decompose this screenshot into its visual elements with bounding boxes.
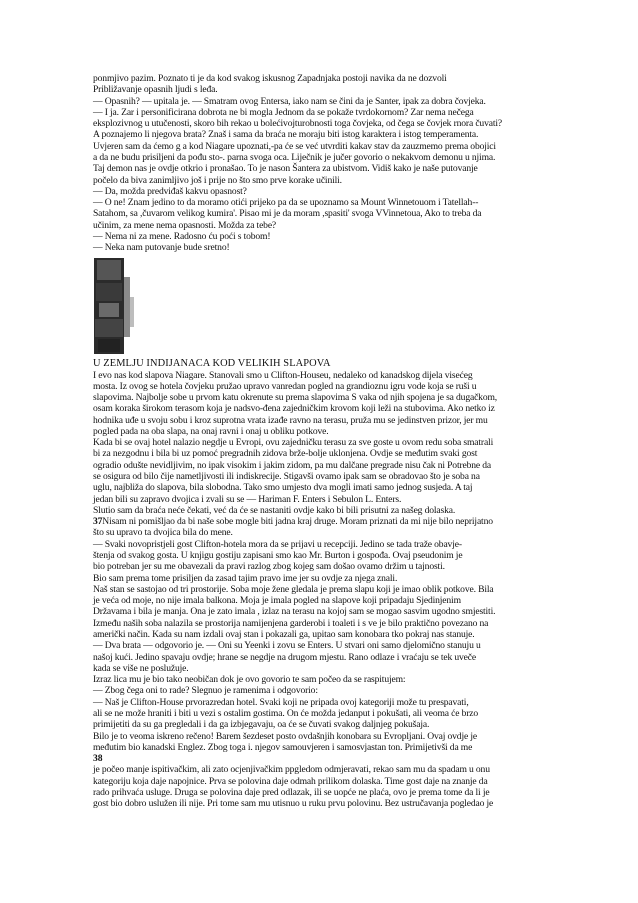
text-line: eksplozivnog u utučenosti, skoro bih rekao u bolećivojturobnosti toga čovjeka, od čega se čovjek rnora čuvati?: [93, 118, 502, 130]
text-line: našoj kući. Jedino spavaju ovdje; hrane se negdje na drugom mjestu. Rano odlaze i vraćaju se tek uveče: [93, 651, 476, 663]
text-line: Kada bi se ovaj hotel nalazio negdje u Evropi, ovu zajedničku terasu za sve goste u ovom redu soba smatrali: [93, 437, 494, 449]
text-line: kada se više ne poslužuje.: [93, 662, 189, 674]
text-line: međutim bio kanadski Englez. Zbog toga i. njegov samouvjeren i samosvjastan ton. Primijetivši da me: [93, 741, 473, 753]
text-line: mosta. Iz ovog se hotela čovjeku pružao upravo vanredan pogled na grandioznu igru vode koja se ruši u: [93, 380, 477, 392]
text-line: — Nema ni za mene. Radosno ću poći s tobom!: [93, 230, 271, 242]
text-line: — Neka nam putovanje bude sretno!: [93, 242, 230, 254]
text-line: kategoriju koja daje napojnice. Prva se polovina daje odmah prilikom dolaska. Time gost daje na znanje da: [93, 775, 488, 787]
text-line: ali se ne može hraniti i biti u vezi s ostalim gostima. On će možda jedanput i pokušati, ali veoma će brzo: [93, 707, 479, 719]
text-line: Nisam ni pomišljao da bi naše sobe mogle biti jadna kraj druge. Moram priznati da mi nije bilo neprijatno: [102, 516, 493, 528]
text-line: — I ja. Zar i personificirana dobrota ne bi mogla Jednom da se pokaže tvrdokornom? Zar nema nečega: [93, 106, 474, 118]
text-line: Slutio sam da braća neće čekati, već da će se nastaniti ovdje kako bi bili prisutni za našeg dolaska.: [93, 504, 456, 516]
text-line: slapovima. Najbolje sobe u prvom katu okrenute su prema slapovima S vaka od njih spojena je sa dugačkom,: [93, 392, 498, 404]
page-number: 38: [93, 753, 103, 765]
section-hotel: [93, 527, 548, 753]
chapter-heading: U ZEMLJU INDIJANACA KOD VELIKIH SLAPOVA: [93, 357, 331, 369]
text-line: učinim, za mene nema opasnosti. Možda za tebe?: [93, 219, 277, 231]
text-line: — Da, možda predviđaš kakvu opasnost?: [93, 185, 247, 197]
text-line: uglu, najbliža do slapova, bila slobodna. Tako smo umjesto dva mogli imati samo jednog susjeda. A taj: [93, 482, 473, 494]
text-line: bi za nezgodnu i bila bi uz pomoć pregradnih zidova brže-bolje uklonjena. Ovdje se međutim svaki gost: [93, 448, 478, 460]
text-line: — Svaki novopristjeli gost Clifton-hotela mora da se prijavi u recepciji. Jedino se tada traže obavje-: [93, 538, 462, 550]
text-line: Državama i bila je manja. Ona je zato imala , izlaz na terasu na kojoj sam se mogao sasvim ugodno smjestiti.: [93, 606, 496, 618]
text-line: — Naš je Clifton-House prvorazredan hotel. Svaki koji ne pripada ovoj kategoriji može tu prespavati,: [93, 696, 469, 708]
text-line: Uvjeren sam da ćemo g a kod Niagare upoznati,-pa će se već utvrditi kakav stav da zauzmemo prema obojici: [93, 140, 496, 152]
page-37-line: [93, 516, 548, 527]
text-line: ogradio odušte nevidljivim, no ipak visokim i jakim zidom, pa mu dalčane pregrade nisu čak ni Potrebne da: [93, 459, 492, 471]
text-line: primijetiti da su ga pregledali i da ga izbjegavaju, oa će se čuvati svakog daljnjeg pokušaja.: [93, 719, 430, 731]
document-page: [93, 73, 548, 809]
text-line: I evo nas kod slapova Niagare. Stanovali smo u Clifton-Houseu, nedaleko od kanadskog dijela visećeg: [93, 369, 473, 381]
section-intro: [93, 73, 548, 254]
text-line: rado prihvaća usluge. Druga se polovina daje pred odlazak, ili se uopće ne plaća, ovo je prema tome da li je: [93, 786, 490, 798]
text-line: američki način. Kada su nam izdali ovaj stan i pokazali ga, upitao sam konobara tko pokraj nas stanuje.: [93, 628, 475, 640]
text-line: Približavanje opasnih ljudi s leđa.: [93, 84, 218, 96]
text-line: a da ne budu prisiljeni da pođu sto-. parna svoga oca. Liječnik je jučer govorio o nekakvom demonu u njima.: [93, 151, 496, 163]
section-tipping: [93, 764, 548, 809]
text-line: što su upravo ta dvojica bila do mene.: [93, 527, 233, 539]
text-line: štenja od svakog gosta. U knjigu gostiju zapisani smo kao Mr. Burton i gospođa. Ovaj pseudonim je: [93, 550, 463, 561]
text-line: jedan bili su zapravo dvojica i zvali su se — Hariman F. Enters i Sebulon L. Enters.: [93, 493, 402, 505]
text-line: Izraz lica mu je bio tako neobičan dok je ovo govorio te sam počeo da se raspitujem:: [93, 674, 406, 686]
text-line: gost bio dobro uslužen ili nije. Pri tome sam mu utisnuo u ruku prvu polovinu. Bez ustručavanja pogledao je: [93, 798, 494, 810]
text-line: Između naših soba nalazila se prostorija namijenjena garderobi i toaleti i s ve je bilo praktično povezano na: [93, 617, 489, 629]
text-line: Bilo je to veoma iskreno rečeno! Barem šezdeset posto ovdašnjih konobara su Evropljani. Ovaj ovdje je: [93, 730, 477, 742]
page-number: 37: [93, 516, 103, 528]
text-line: je veća od moje, no nije imala balkona. Moja je imala pogled na slapove koji pripadaju Sjedinjenim: [93, 595, 461, 607]
text-line: — O ne! Znam jedino to da moramo otići prijeko pa da se upoznamo sa Mount Winnetouom i Tatellah--: [93, 197, 479, 209]
text-line: osam koraka širokom terasom koja je nadsvo-đena zajedničkim krovom koji leži na stubovima. Ako netko iz: [93, 403, 495, 415]
text-line: Taj demon nas je ovdje otkrio i pronašao. To je nason Šantera za ubistvom. Vidiš kako je naše putovanje: [93, 163, 478, 175]
illustration-figure: [93, 257, 141, 355]
text-line: hodnika uđe u svoju sobu i kroz suprotna vrata izađe ravno na terasu, pruža mu se jedinstven prizor, jer mu: [93, 414, 488, 426]
text-line: je počeo manje ispitivačkim, ali zato ocjenjivačkim ppgledom odmjeravati, rekao sam mu da spadam u onu: [93, 764, 490, 776]
text-line: Naš stan se sastojao od tri prostorije. Soba moje žene gledala je prema slapu koji je imao oblik potkove. Bila: [93, 583, 494, 595]
text-line: počelo da biva zanimljivo još i prije no što smo prve korake učinili.: [93, 174, 342, 186]
illustration-image: [93, 257, 141, 355]
text-line: A poznajemo li njegova brata? Znaš i sama da braća ne moraju biti istog karaktera i istog temperamenta.: [93, 129, 479, 141]
text-line: pogled pada na oba slapa, na onaj ravni i onaj u obliku potkove.: [93, 425, 329, 437]
text-line: ponmjivo pazim. Poznato ti je da kod svakog iskusnog Zapadnjaka postoji navika da ne dozvoli: [93, 73, 447, 84]
text-line: — Dva brata — odgovorio je. — Oni su Yeenki i zovu se Enters. U stvari oni samo djelomično stanuju u: [93, 640, 481, 652]
text-line: se osigura od bilo čije nametljivosti ili indiskrecije. Stigavši ovamo ipak sam se obradovao što je soba na: [93, 471, 480, 483]
text-line: bio potreban jer su me obavezali da pravi razlog zbog kojeg sam došao ovamo držim u tajnosti.: [93, 561, 445, 573]
text-line: Bio sam prema tome prisiljen da zasad tajim pravo ime jer su ovdje za njega znali.: [93, 572, 398, 584]
text-line: — Zbog čega oni to rade? Slegnuo je ramenima i odgovorio:: [93, 685, 318, 697]
text-line: — Opasnih? — upitala je. — Smatram ovog Entersa, iako nam se čini da je Santer, ipak za dobra čovjeka.: [93, 95, 486, 107]
section-niagara: [93, 370, 548, 517]
text-line: Satahom, sa ,čuvarom velikog kumira'. Pisao mi je da moram ,spasiti' svoga VVinnetoua, Ako to treba da: [93, 208, 482, 220]
